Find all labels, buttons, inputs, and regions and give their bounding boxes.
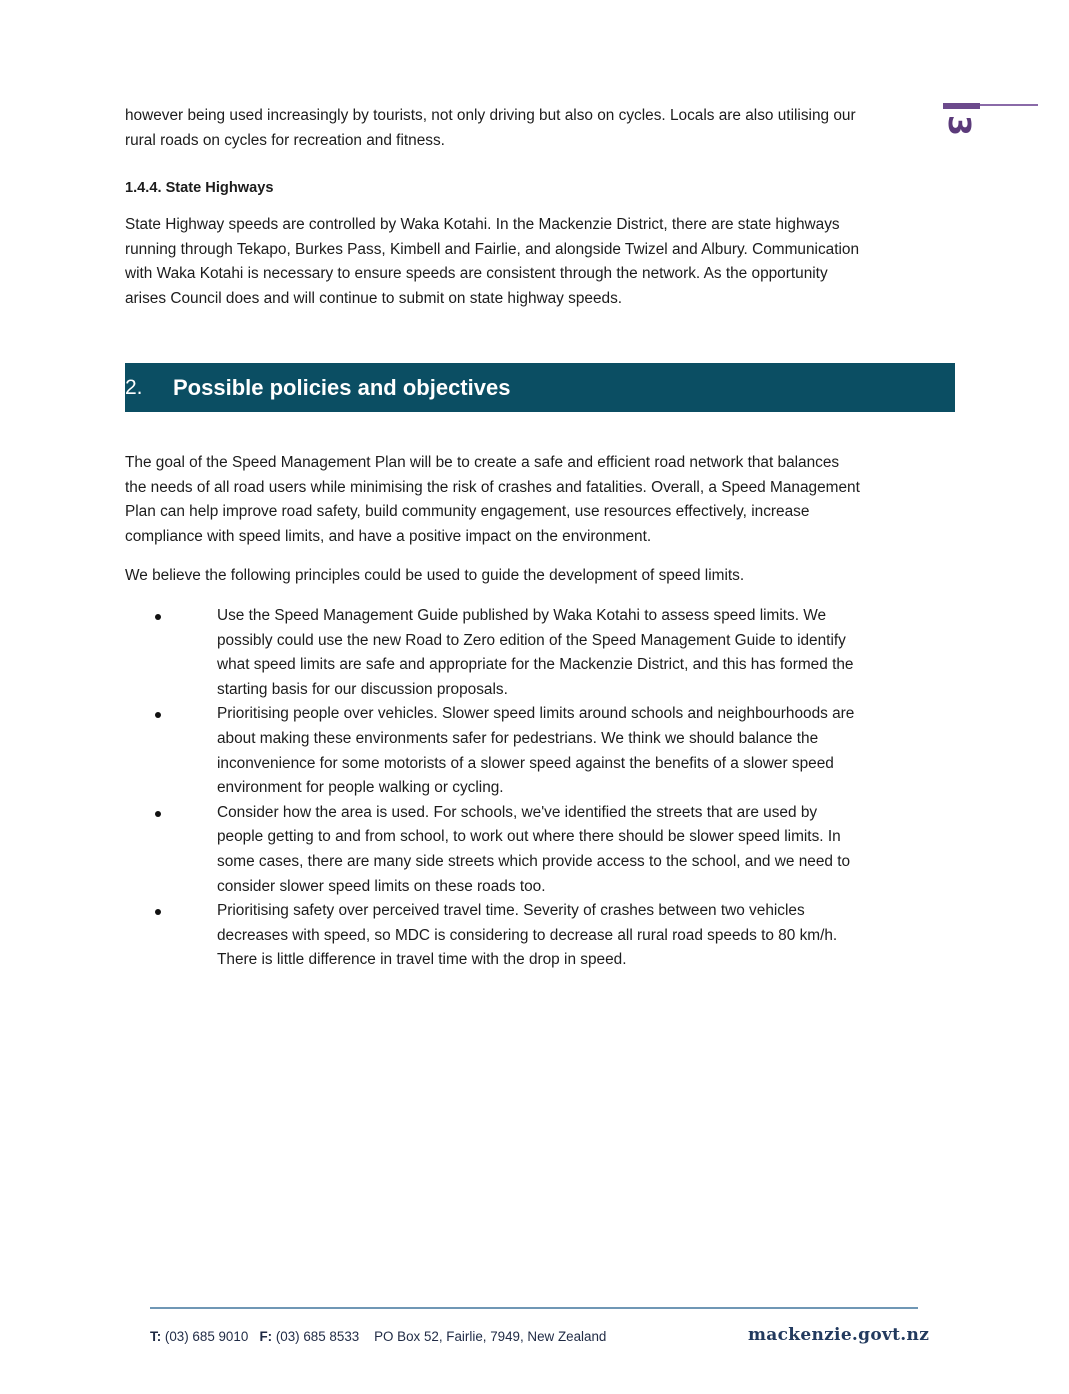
page-number: 3 <box>941 115 976 136</box>
text-line: Use the Speed Management Guide published by Waka Kotahi to assess speed limits. We <box>217 607 827 624</box>
text-line: inconvenience for some motorists of a slower speed against the benefits of a slower speed <box>217 754 834 772</box>
bullet-icon <box>155 712 161 718</box>
text-line: Prioritising people over vehicles. Slower speed limits around schools and neighbourhoods are <box>217 705 855 723</box>
footer-contact <box>150 1329 606 1344</box>
text-line: Prioritising safety over perceived travel time. Severity of crashes between two vehicles <box>217 902 805 920</box>
footer-rule <box>150 1307 918 1309</box>
text-line: rural roads on cycles for recreation and fitness. <box>125 131 445 149</box>
list-item <box>125 801 945 899</box>
phone-number: (03) 685 9010 <box>164 1329 249 1344</box>
page-number-rule <box>980 104 1038 106</box>
bullet-icon <box>155 614 161 620</box>
text-line: The goal of the Speed Management Plan will be to create a safe and efficient road network that balances <box>125 454 840 471</box>
bullet-icon <box>155 909 161 915</box>
section-number: 2. <box>125 375 143 399</box>
text-line: people getting to and from school, to work out where there should be slower speed limits. In <box>217 828 841 846</box>
principles-intro: We believe the following principles could be used to guide the development of speed limits. <box>125 567 745 584</box>
intro-paragraph <box>125 104 955 153</box>
section-heading-banner <box>125 363 955 412</box>
text-line: environment for people walking or cycling. <box>217 779 504 797</box>
list-item <box>125 604 945 702</box>
text-line: compliance with speed limits, and have a positive impact on the environment. <box>125 527 652 545</box>
text-line: Consider how the area is used. For schools, we've identified the streets that are used by <box>217 803 818 821</box>
fax-number: (03) 685 8533 <box>275 1329 360 1344</box>
goal-paragraph <box>125 451 955 549</box>
text-line: decreases with speed, so MDC is considering to decrease all rural road speeds to 80 km/h. <box>217 926 838 944</box>
list-item <box>125 899 945 973</box>
subsection-heading: 1.4.4. State Highways <box>125 180 274 196</box>
list-item <box>125 702 945 800</box>
text-line: the needs of all road users while minimising the risk of crashes and fatalities. Overall, a Speed Management <box>125 478 860 496</box>
postal-address: PO Box 52, Fairlie, 7949, New Zealand <box>374 1329 607 1344</box>
text-line: with Waka Kotahi is necessary to ensure speeds are consistent through the network. As the opportunity <box>125 265 828 283</box>
text-line: what speed limits are safe and appropriate for the Mackenzie District, and this has formed the <box>217 656 854 674</box>
phone-label: T: <box>150 1329 162 1344</box>
fax-label: F: <box>259 1329 273 1344</box>
website-link[interactable]: mackenzie.govt.nz <box>748 1325 930 1345</box>
text-line: running through Tekapo, Burkes Pass, Kimbell and Fairlie, and alongside Twizel and Albury. Communication <box>125 240 860 258</box>
text-line: starting basis for our discussion proposals. <box>217 680 508 698</box>
text-line: possibly could use the new Road to Zero edition of the Speed Management Guide to identify <box>217 631 846 649</box>
state-highways-paragraph <box>125 213 955 311</box>
principles-list <box>125 604 945 973</box>
text-line: There is little difference in travel time with the drop in speed. <box>217 951 627 969</box>
text-line: arises Council does and will continue to submit on state highway speeds. <box>125 289 623 307</box>
text-line: however being used increasingly by tourists, not only driving but also on cycles. Locals are also utilising our <box>125 107 856 124</box>
text-line: about making these environments safer for pedestrians. We think we should balance the <box>217 729 819 747</box>
text-line: State Highway speeds are controlled by Waka Kotahi. In the Mackenzie District, there are state highways <box>125 216 840 233</box>
text-line: some cases, there are many side streets which provide access to the school, and we need to <box>217 852 851 870</box>
text-line: Plan can help improve road safety, build community engagement, use resources effectively, increase <box>125 503 810 521</box>
section-title: Possible policies and objectives <box>173 374 511 400</box>
bullet-icon <box>155 811 161 817</box>
text-line: consider slower speed limits on these roads too. <box>217 877 546 895</box>
